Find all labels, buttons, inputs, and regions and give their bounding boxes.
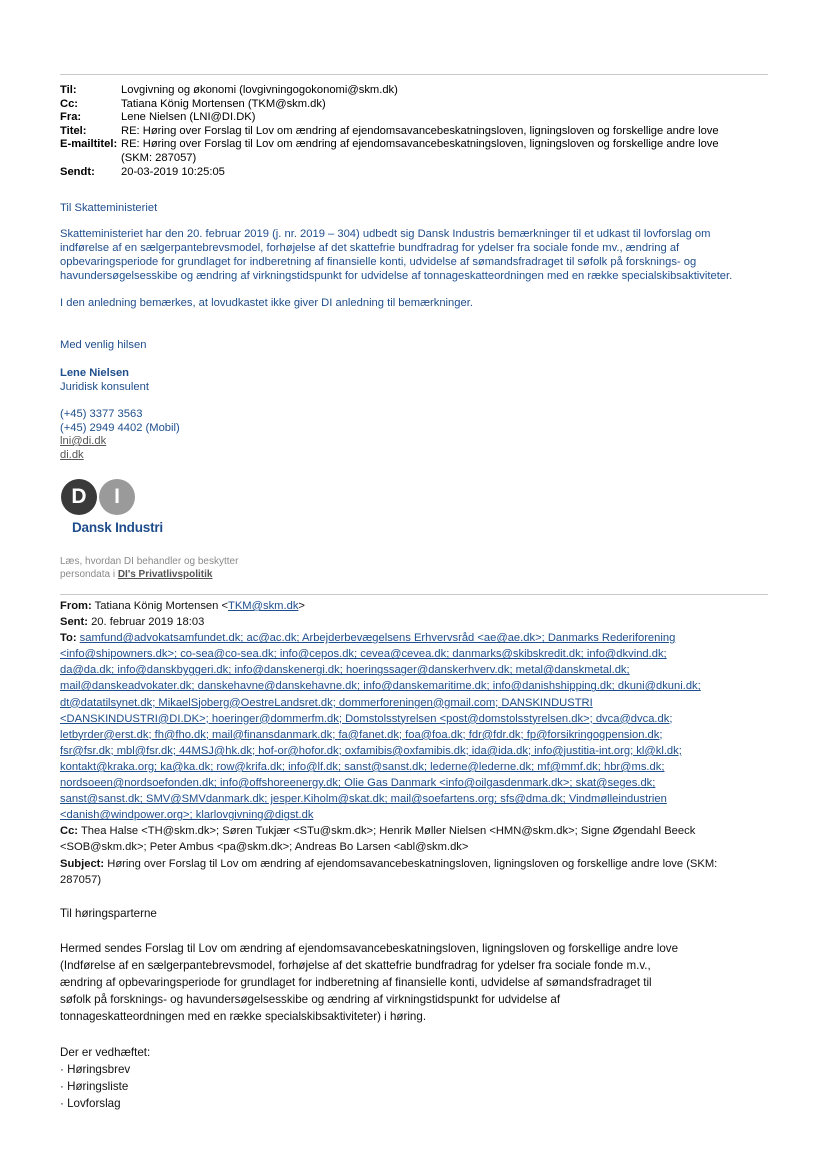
text-line: tonnageskatteordningen med en række specialskibsaktiviteter) i høring. <box>60 1010 427 1023</box>
signature-email <box>60 434 765 448</box>
original-paragraph <box>60 940 770 1025</box>
emailtitle-line: RE: Høring over Forslag til Lov om ændring af ejendomsavancebeskatningsloven, ligningsloven og forskellige andre love <box>121 138 719 151</box>
fwd-from-name: Tatiana König Mortensen < <box>94 600 229 612</box>
text-line: havundersøgelsesskibe og ændring af virkningstidspunkt for udvidelse af tonnageskatteordningen med en række specialskibsaktiviteter. <box>60 270 733 282</box>
signature-name <box>60 366 765 380</box>
signature-web-link[interactable]: di.dk <box>60 449 84 461</box>
email-header <box>60 84 760 179</box>
title-label: Titel: <box>60 124 87 137</box>
emailtitle-label: E-mailtitel: <box>60 138 118 151</box>
cc-value: Tatiana König Mortensen (TKM@skm.dk) <box>121 97 326 110</box>
reply-paragraph-2: I den anledning bemærkes, at lovudkastet ikke giver DI anledning til bemærkninger. <box>60 297 473 309</box>
fwd-from-close: > <box>298 600 305 612</box>
logo-letter-d: D <box>61 479 97 515</box>
fwd-subject-label: Subject: <box>60 857 105 870</box>
fwd-from-email[interactable]: TKM@skm.dk <box>228 600 299 612</box>
attachments-heading: Der er vedhæftet: <box>60 1046 151 1059</box>
reply-greeting: Til Skatteministeriet <box>60 202 158 214</box>
attachments-list <box>60 1044 770 1112</box>
forwarded-header <box>60 598 770 888</box>
text-line: Skatteministeriet har den 20. februar 2019 (j. nr. 2019 – 304) udbedt sig Dansk Industris bemærkninger til et udkast til lovforslag om <box>60 228 711 240</box>
fwd-from-label: From: <box>60 600 92 612</box>
privacy-line-1: Læs, hvordan DI behandler og beskytter <box>60 556 239 567</box>
fwd-subject-line: Høring over Forslag til Lov om ændring af ejendomsavancebeskatningsloven, ligningsloven og forskellige andre love (SKM: <box>107 857 718 870</box>
recipient-line[interactable]: fsr@fsr.dk; mbl@fsr.dk; 44MSJ@hk.dk; hof-or@hofor.dk; oxfamibis@oxfamibis.dk; ida@ida.dk; info@justitia-int.org; kl@kl.dk; <box>60 744 682 757</box>
privacy-notice <box>60 556 238 581</box>
logo-letter-i: I <box>99 479 135 515</box>
recipient-line[interactable]: <danish@windpower.org>; klarlovgivning@digst.dk <box>60 809 314 822</box>
text-line: Hermed sendes Forslag til Lov om ændring af ejendomsavancebeskatningsloven, ligningsloven og forskellige andre love <box>60 942 679 955</box>
recipient-line[interactable]: kontakt@kraka.org; ka@ka.dk; row@krifa.dk; info@lf.dk; sanst@sanst.dk; ledernе@lederne.dk; mf@mmf.dk; hbr@ms.dk; <box>60 760 665 773</box>
fwd-cc-label: Cc: <box>60 825 79 838</box>
recipient-line[interactable]: <DANSKINDUSTRI@DI.DK>; hoeringer@dommerfm.dk; Domstolsstyrelsen <post@domstolsstyrelsen.dk>; dvca@dvca.dk; <box>60 712 673 725</box>
logo-name: Dansk Industri <box>72 520 163 535</box>
attachment-item: · Lovforslag <box>60 1097 121 1110</box>
cc-line: <SOB@skm.dk>; Peter Ambus <pa@skm.dk>; Andreas Bo Larsen <abl@skm.dk> <box>60 841 469 854</box>
title-value: RE: Høring over Forslag til Lov om ændring af ejendomsavancebeskatningsloven, ligningsloven og forskellige andre love <box>121 124 719 137</box>
signature-name-text: Lene Nielsen <box>60 367 130 379</box>
forward-divider <box>60 594 768 595</box>
reply-closing: Med venlig hilsen <box>60 339 147 351</box>
recipient-line[interactable]: <info@shipowners.dk>; co-sea@co-sea.dk; info@cepos.dk; cevea@cevea.dk; danmarks@skibskredit.dk; info@dkvind.dk; <box>60 648 667 661</box>
signature-title: Juridisk konsulent <box>60 381 149 393</box>
text-line: (Indførelse af en sælgerpantebrevsmodel, forhøjelse af det skattefrie bundfradrag for ydelser fra sociale fonde m.v., <box>60 959 651 972</box>
recipient-line[interactable]: nordsoeen@nordsoefonden.dk; info@offshoreenergy.dk; Olie Gas Danmark <info@oilgasdenmark.dk>; skat@seges.dk; <box>60 777 656 790</box>
from-value: Lene Nielsen (LNI@DI.DK) <box>121 111 256 124</box>
fwd-to-label: To: <box>60 632 77 645</box>
fwd-sent-label: Sent: <box>60 616 88 629</box>
top-divider <box>60 74 768 75</box>
to-label: Til: <box>60 84 77 96</box>
emailtitle-value <box>121 138 760 165</box>
sent-label: Sendt: <box>60 165 95 178</box>
fwd-subject-line: 287057) <box>60 873 102 886</box>
recipient-line[interactable]: letbyrder@erst.dk; fh@fho.dk; mail@finansdanmark.dk; fa@fanet.dk; foa@foa.dk; fdr@fdr.dk; fp@forsikringogpension.dk; <box>60 728 663 741</box>
cc-label: Cc: <box>60 97 79 110</box>
recipient-line[interactable]: samfund@advokatsamfundet.dk; ac@ac.dk; Arbejderbevægelsens Erhvervsråd <ae@ae.dk>; Danmarks Rederiforening <box>79 632 676 645</box>
text-line: opbevaringsperiode for grundlaget for indberetning af finansielle konti, udvidelse af sømandsfradraget til søfolk på forsknings- og <box>60 256 697 268</box>
signature-web <box>60 448 765 462</box>
original-greeting: Til høringsparterne <box>60 907 157 920</box>
from-label: Fra: <box>60 111 82 124</box>
sent-value: 20-03-2019 10:25:05 <box>121 165 225 178</box>
text-line: søfolk på forsknings- og havundersøgelsesskibe og ændring af virkningstidspunkt for udvidelse af <box>60 993 561 1006</box>
to-value: Lovgivning og økonomi (lovgivningogokonomi@skm.dk) <box>121 84 398 96</box>
signature-email-link[interactable]: lni@di.dk <box>60 435 107 447</box>
recipient-line[interactable]: dt@datatilsynet.dk; MikaelSjoberg@OestreLandsret.dk; dommerforeningen@gmail.com; DANSKINDUSTRI <box>60 696 593 709</box>
attachment-item: · Høringsbrev <box>60 1063 131 1076</box>
text-line: ændring af opbevaringsperiode for grundlaget for indberetning af finansielle konti, udvidelse af sømandsfradraget til <box>60 976 652 989</box>
recipient-line[interactable]: sanst@sanst.dk; SMV@SMVdanmark.dk; jesper.Kiholm@skat.dk; mail@soefartens.org; sfs@dma.dk; Vindmølleindustrien <box>60 793 667 806</box>
signature-phone-1: (+45) 3377 3563 <box>60 408 143 420</box>
emailtitle-line: (SKM: 287057) <box>121 151 197 164</box>
recipient-line[interactable]: da@da.dk; info@danskbyggeri.dk; info@danskenergi.dk; hoeringssager@danskerhverv.dk; metal@danskmetal.dk; <box>60 664 630 677</box>
text-line: indførelse af en sælgerpantebrevsmodel, forhøjelse af det skattefrie bundfradrag for ydelser fra sociale fonde mv., ændring af <box>60 242 680 254</box>
privacy-line-2-prefix: persondata i <box>60 568 118 580</box>
recipient-line[interactable]: mail@danskeadvokater.dk; danskehavne@danskehavne.dk; info@danskemaritime.dk; info@danishshipping.dk; dkuni@dkuni.dk; <box>60 680 701 693</box>
reply-paragraph-1 <box>60 227 765 283</box>
signature-phone-2: (+45) 2949 4402 (Mobil) <box>60 422 180 434</box>
cc-line: Thea Halse <TH@skm.dk>; Søren Tukjær <STu@skm.dk>; Henrik Møller Nielsen <HMN@skm.dk>; Signe Øgendahl Beeck <box>80 825 696 838</box>
attachment-item: · Høringsliste <box>60 1080 129 1093</box>
privacy-policy-link[interactable]: DI's Privatlivspolitik <box>117 568 213 580</box>
fwd-sent-value: 20. februar 2019 18:03 <box>91 616 205 629</box>
